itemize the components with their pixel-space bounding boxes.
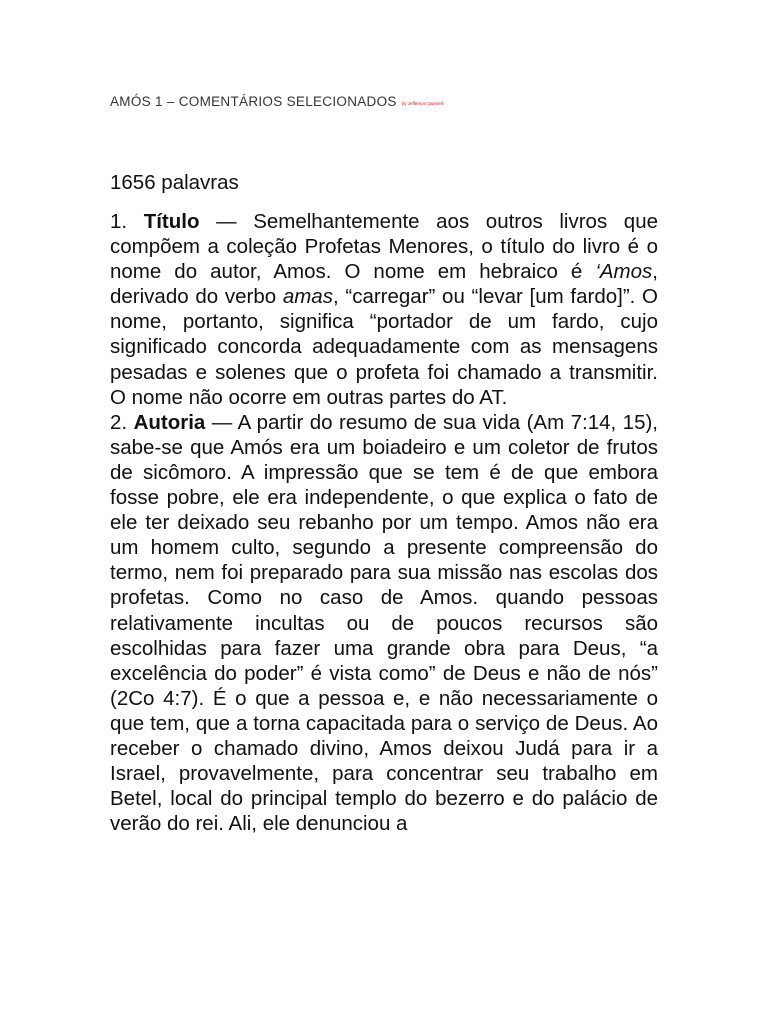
heading-dash: — [205, 410, 238, 434]
word-count: 1656 palavras [110, 171, 239, 194]
section-heading: Autoria [133, 410, 206, 434]
author-byline: by Jefferson Quimelli [401, 101, 444, 106]
section-text: Semelhantemente aos outros livros que compõem a coleção Profetas Menores, o título do livro é o nome do autor, Amos. O nome em hebraico é [110, 210, 658, 284]
heading-dash: — [199, 210, 254, 233]
page-header [110, 94, 670, 109]
document-title: AMÓS 1 – COMENTÁRIOS SELECIONADOS [110, 94, 397, 109]
italic-term: ‘Amos [595, 260, 653, 284]
section-text: , derivado do verbo [110, 260, 658, 309]
section-heading: Título [143, 210, 200, 233]
section-text: , “carregar” ou “levar [um fardo]”. O nome, portanto, significa “portador de um fardo, cujo significado concorda adequadamente com as mensagens pesadas e solenes que o profeta foi chamado a transmitir. O nome não ocorre em outras partes do AT. [110, 285, 658, 409]
section-titulo [110, 209, 658, 410]
section-text: A partir do resumo de sua vida (Am 7:14, 15), sabe-se que Amós era um boiadeiro e um coletor de frutos de sicômoro. A impressão que se tem é de que embora fosse pobre, ele era independente, o que explica o fato de ele ter deixado seu rebanho por um tempo. Amos não era um homem culto, segundo a presente compreensão do termo, nem foi preparado para sua missão nas escolas dos profetas. Como no caso de Amos. quando pessoas relativamente incultas ou de poucos recursos são escolhidas para fazer uma grande obra para Deus, “a excelência do poder” é vista como” de Deus e não de nós” (2Co 4:7). É o que a pessoa e, e não necessariamente o que tem, que a torna capacitada para o serviço de Deus. Ao receber o chamado divino, Amos deixou Judá para ir a Israel, provavelmente, para concentrar seu trabalho em Betel, local do principal templo do bezerro e do palácio de verão do rei. Ali, ele denunciou a [110, 410, 659, 836]
italic-term: amas [282, 285, 333, 309]
section-autoria [110, 410, 658, 837]
document-body [110, 209, 658, 836]
section-number: 1. [110, 210, 128, 233]
section-number: 2. [110, 410, 128, 434]
